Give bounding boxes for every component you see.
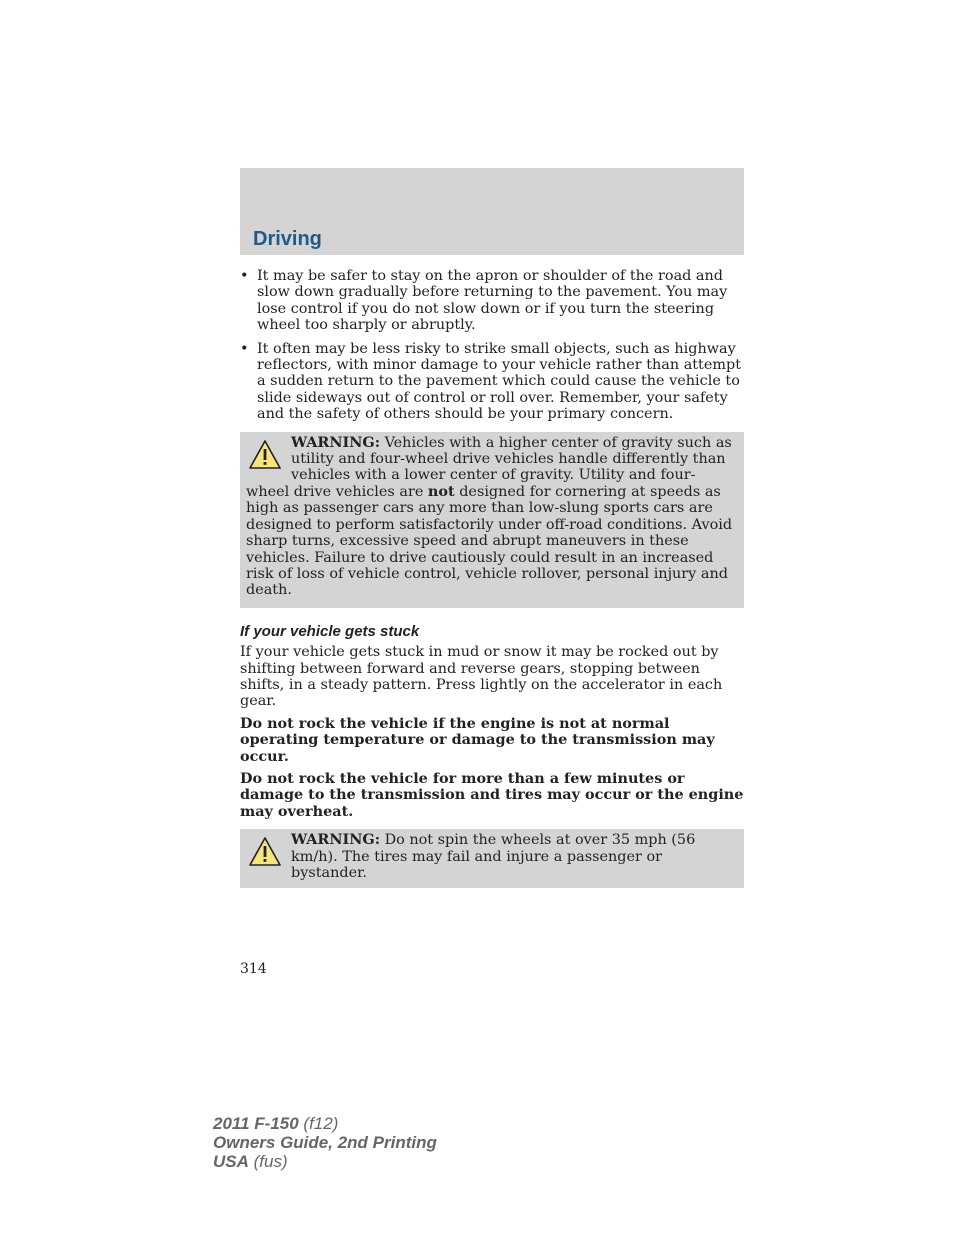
bullet-list xyxy=(240,268,744,423)
section-header-band xyxy=(240,168,744,255)
bullet-icon: • xyxy=(240,268,249,284)
section-title: Driving xyxy=(253,228,322,250)
page-number: 314 xyxy=(240,961,267,977)
footer-guide: Owners Guide, 2nd Printing xyxy=(213,1133,437,1152)
footer-region: USA xyxy=(213,1152,249,1171)
list-item xyxy=(240,268,744,334)
footer-model: 2011 F-150 xyxy=(213,1114,299,1133)
main-content xyxy=(240,268,744,888)
warning-emphasis: not xyxy=(427,482,455,500)
body-paragraph: If your vehicle gets stuck in mud or snow it may be rocked out by shifting between forward and reverse gears, stopping between shifts, in a steady pattern. Press lightly on the accelerator in each gear. xyxy=(240,644,723,710)
footer-model-code: (f12) xyxy=(298,1114,339,1133)
caution-paragraph: Do not rock the vehicle for more than a few minutes or damage to the transmission and tires may occur or the engine may overheat. xyxy=(240,769,744,820)
list-item xyxy=(240,341,744,423)
bullet-text: It often may be less risky to strike small objects, such as highway reflectors, with minor damage to your vehicle rather than attempt a sudden return to the pavement which could cause the vehicle to slide sideways out of control or roll over. Remember, your safety and the safety of others should be your primary concern. xyxy=(257,340,741,423)
subsection-heading: If your vehicle gets stuck xyxy=(240,622,420,640)
warning-label: WARNING: xyxy=(291,831,381,849)
bullet-text: It may be safer to stay on the apron or shoulder of the road and slow down gradually before returning to the pavement. You may lose control if you do not slow down or if you turn the steering wheel too sharply or abruptly. xyxy=(257,268,728,334)
footer-region-code: (fus) xyxy=(248,1152,288,1171)
warning-text: Vehicles with a higher center of gravity such as utility and four-wheel drive vehicles handle differently than vehicles with a lower center of gravity. Utility and four-wheel drive vehicles are xyxy=(246,434,732,500)
warning-text: Do not spin the wheels at over 35 mph (56 km/h). The tires may fail and injure a passenger or bystander. xyxy=(291,832,696,881)
warning-triangle-icon xyxy=(249,836,281,868)
warning-triangle-icon xyxy=(249,439,281,471)
warning-text-cont: designed for cornering at speeds as high as passenger cars any more than low-slung sports cars are designed to perform satisfactorily under off-road conditions. Avoid sharp turns, excessive speed and abrupt maneuvers in these vehicles. Failure to drive cautiously could result in an increased risk of loss of vehicle control, vehicle rollover, personal injury and death. xyxy=(246,483,733,599)
caution-paragraph: Do not rock the vehicle if the engine is not at normal operating temperature or damage to the transmission may occur. xyxy=(240,714,715,765)
warning-box xyxy=(240,432,744,608)
warning-label: WARNING: xyxy=(291,433,381,451)
bullet-icon: • xyxy=(240,340,249,357)
footer-info xyxy=(213,1114,437,1171)
warning-box xyxy=(240,829,744,888)
